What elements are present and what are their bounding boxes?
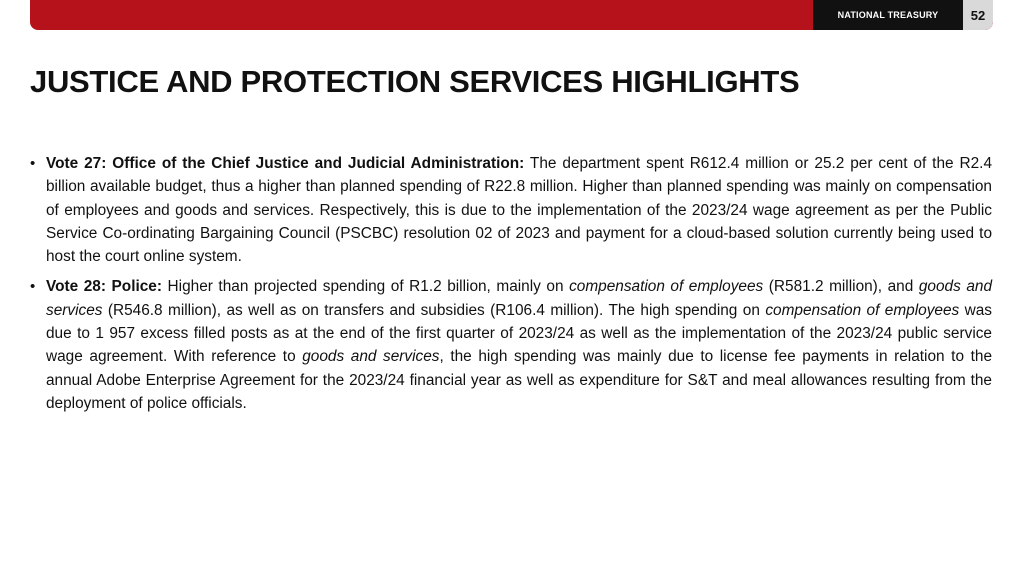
- bullet-text: (R546.8 million), as well as on transfers and subsidies (R106.4 million). The high spending on: [102, 301, 766, 319]
- bullet-text: , the high spending was mainly due to license fee payments in relation to the annual Adobe Enterprise Agreement for the 2023/24 financial year as well as expenditure for S&T and meal allowances resulting from the deployment of police officials.: [46, 348, 993, 412]
- bullet-text: (R581.2 million), and: [763, 278, 919, 296]
- bullet-list: [30, 152, 992, 422]
- bullet-marker: •: [30, 278, 36, 296]
- bullet-lead: Vote 27: Office of the Chief Justice and Judicial Administration:: [46, 155, 525, 172]
- bullet-vote-28: [30, 275, 992, 415]
- page-number: 52: [963, 0, 993, 30]
- bullet-emphasis: compensation of employees: [569, 278, 764, 296]
- bullet-emphasis: goods and services: [302, 348, 440, 366]
- bullet-text: The department spent R612.4 million or 25.2 per cent of the R2.4 billion available budget, thus a higher than planned spending of R22.8 million. Higher than planned spending was mainly on compensation of employees and goods and services. Respectively, this is due to the implementation of the 2023/24 wage agreement as per the Public Service Co-ordinating Bargaining Council (PSCBC) resolution 02 of 2023 and payment for a cloud-based solution currently being used to host the court online system.: [46, 155, 992, 266]
- bullet-vote-27: [30, 152, 992, 268]
- page-title: JUSTICE AND PROTECTION SERVICES HIGHLIGHTS: [30, 64, 800, 99]
- bullet-marker: •: [30, 155, 36, 172]
- bullet-lead: Vote 28: Police:: [46, 278, 162, 296]
- bullet-emphasis: goods and services: [46, 278, 993, 319]
- header-bar: [30, 0, 993, 30]
- bullet-emphasis: compensation of employees: [765, 301, 960, 319]
- brand-label: NATIONAL TREASURY: [813, 0, 963, 30]
- bullet-text: was due to 1 957 excess filled posts as at the end of the first quarter of 2023/24 as well as the implementation of the 2023/24 public service wage agreement. With reference to: [46, 301, 992, 366]
- bullet-text: Higher than projected spending of R1.2 billion, mainly on: [162, 278, 570, 296]
